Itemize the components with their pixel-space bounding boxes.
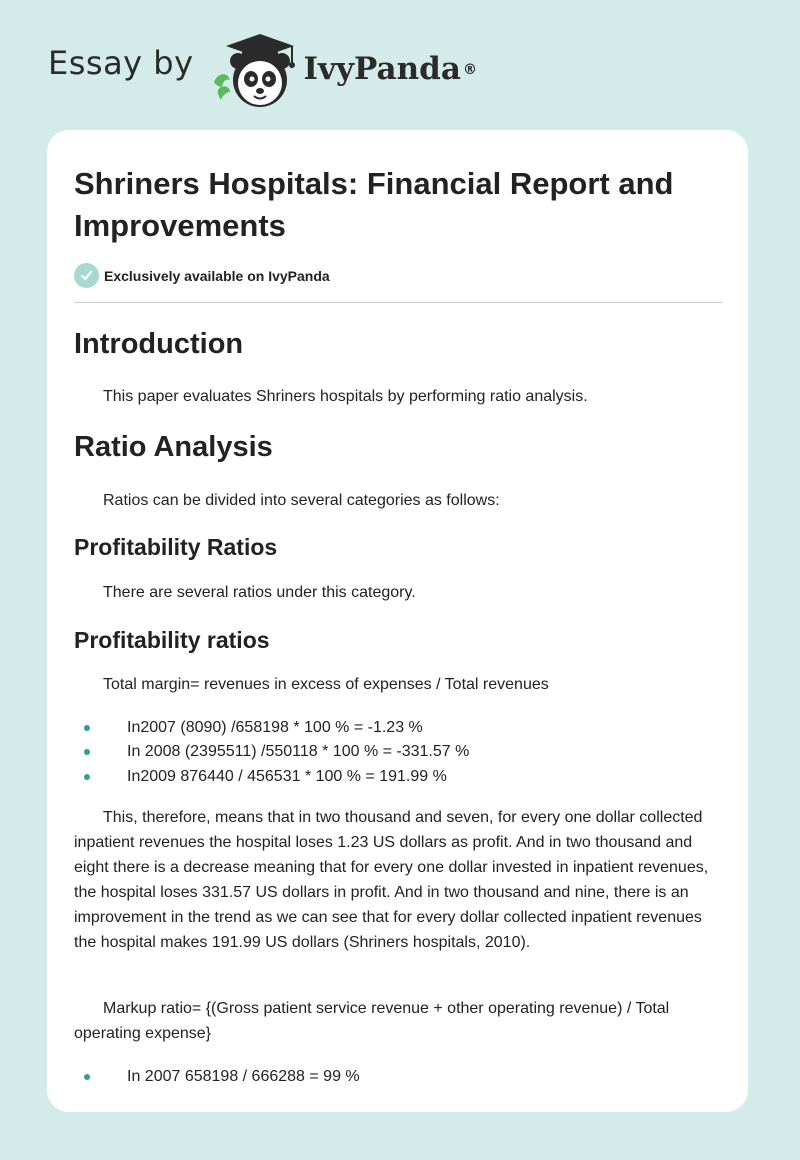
heading-ratio-analysis: Ratio Analysis [74,431,273,463]
exclusive-badge [74,263,330,288]
paragraph-introduction: This paper evaluates Shriners hospitals by performing ratio analysis. [103,388,588,405]
bullet-icon [84,749,90,755]
list-item-text: In2009 876440 / 456531 * 100 % = 191.99 % [127,768,447,785]
divider [74,302,723,303]
check-icon [74,263,99,288]
registered-mark: ® [462,62,477,78]
list-item [84,764,447,789]
paragraph-total-margin: Total margin= revenues in excess of expenses / Total revenues [103,676,549,693]
page-title: Shriners Hospitals: Financial Report and Improvements [74,166,674,243]
list-item [84,739,469,764]
brand-name: IvyPanda [303,51,461,87]
brand-header [48,28,477,112]
brand-prefix: Essay by [48,44,194,82]
heading-profitability-ratios: Profitability Ratios [74,534,278,560]
list-item-text: In2007 (8090) /658198 * 100 % = -1.23 % [127,719,423,736]
paragraph-markup-ratio: Markup ratio= {(Gross patient service revenue + other operating revenue) / Total operating expense} [74,1000,670,1042]
heading-profitability-ratios-detail: Profitability ratios [74,627,270,653]
paragraph-analysis: This, therefore, means that in two thousand and seven, for every one dollar collected inpatient revenues the hospital loses 1.23 US dollars as profit. And in two thousand and eight there is a decrease meaning that for every one dollar invested in inpatient revenues, the hospital loses 331.57 US dollars in profit. And in two thousand and nine, there is an improvement in the trend as we can see that for every dollar collected inpatient revenues the hospital makes 191.99 US dollars (Shriners hospitals, 2010). [74,809,709,951]
bullet-icon [84,725,90,731]
bullet-icon [84,774,90,780]
heading-introduction: Introduction [74,328,244,360]
list-item-text: In 2007 658198 / 666288 = 99 % [127,1068,360,1085]
paragraph-ratio-analysis: Ratios can be divided into several categories as follows: [103,492,500,509]
paragraph-profitability-intro: There are several ratios under this category. [103,584,416,601]
essay-card [47,130,748,1112]
exclusive-badge-text: Exclusively available on IvyPanda [104,267,330,284]
list-item-text: In 2008 (2395511) /550118 * 100 % = -331.57 % [127,743,470,760]
list-item [84,1064,360,1089]
panda-logo-icon [208,28,300,112]
list-item [84,715,423,740]
bullet-icon [84,1074,90,1080]
